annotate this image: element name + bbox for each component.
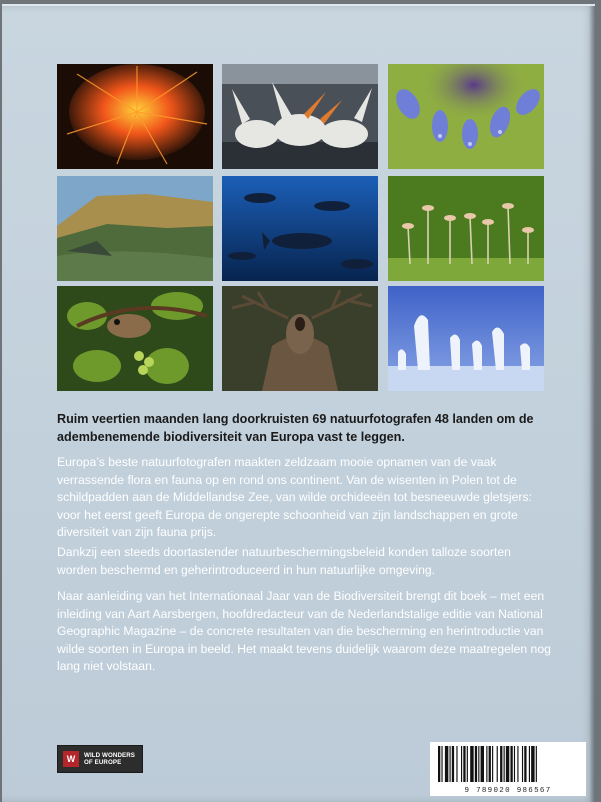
barcode-bars [430, 742, 586, 786]
photo-tuna-underwater [222, 176, 378, 281]
barcode-bar [441, 746, 442, 782]
barcode-bar [481, 746, 484, 782]
photo-red-deer [222, 286, 378, 391]
barcode-bar [456, 746, 457, 782]
body-paragraph-2: Dankzij een steeds doortastender natuurbeschermingsbeleid konden talloze soorten worden beschermd en geherintroduceerd in hun natuurlijke omgeving. [57, 545, 511, 577]
barcode-bar [506, 746, 509, 782]
barcode-bar [486, 746, 487, 782]
photo-snowy-trees [388, 286, 544, 391]
barcode-bar [517, 746, 518, 782]
photo-mountain-landscape [57, 176, 213, 281]
lead-text: Ruim veertien maanden lang doorkruisten 69 natuurfotografen 48 landen om de adembenemende biodiversiteit van Europa vast te leggen. [57, 412, 534, 444]
logo-line-2: OF EUROPE [84, 759, 122, 766]
barcode-bar [450, 746, 451, 782]
body-paragraph-3: Naar aanleiding van het Internationaal Jaar van de Biodiversiteit brengt dit boek – met een inleiding van Aart Aarsbergen, hoofdredacteur van de Nederlandstalige editie van National Geographic Magazine – de concrete resultaten van die bescherming en herintroductie van wilde soorten in Europa in beeld. Het maakt tevens duidelijk waarom deze maatregelen nog lang niet volstaan. [57, 589, 551, 673]
logo-text [84, 752, 135, 767]
barcode-bar [467, 746, 468, 782]
photo-blue-flower [388, 64, 544, 169]
barcode-bar [478, 746, 479, 782]
barcode-bar [504, 746, 505, 782]
barcode-bar [461, 746, 462, 782]
barcode-bar [529, 746, 530, 782]
barcode-bar [438, 746, 440, 782]
photo-pelicans [222, 64, 378, 169]
photo-dormouse [57, 286, 213, 391]
cover-edge-shadow [589, 6, 595, 802]
photo-mushrooms [388, 176, 544, 281]
barcode-bar [536, 746, 537, 782]
barcode-bar [500, 746, 502, 782]
barcode-bar [524, 746, 526, 782]
barcode-bar [489, 746, 491, 782]
barcode-bar [510, 746, 512, 782]
barcode-bar [497, 746, 498, 782]
barcode [430, 742, 586, 796]
barcode-bar [470, 746, 473, 782]
barcode-number: 9 789020 986567 [464, 787, 552, 795]
barcode-bar [452, 746, 454, 782]
logo-line-1: WILD WONDERS [84, 751, 136, 759]
photo-fireworks-burst [57, 64, 213, 169]
barcode-bar [492, 746, 493, 782]
body-paragraph-1: Europa’s beste natuurfotografen maakten zeldzaam mooie opnamen van de vaak verrassende flora en fauna op en rond ons continent. Van de wisenten in Polen tot de schildpadden aan de Middellandse Zee, van wilde orchideeën tot besneeuwde gletsjers: voor het eerst geeft Europa de ongerepte schoonheid van zijn landschappen en grote diversiteit van zijn fauna prijs. [57, 455, 532, 539]
barcode-bar [514, 746, 515, 782]
wild-wonders-logo [57, 745, 143, 773]
barcode-bar [475, 746, 477, 782]
barcode-bar [522, 746, 523, 782]
barcode-bar [531, 746, 534, 782]
barcode-bar [445, 746, 448, 782]
barcode-bar [463, 746, 465, 782]
logo-mark-icon: W [63, 751, 79, 767]
